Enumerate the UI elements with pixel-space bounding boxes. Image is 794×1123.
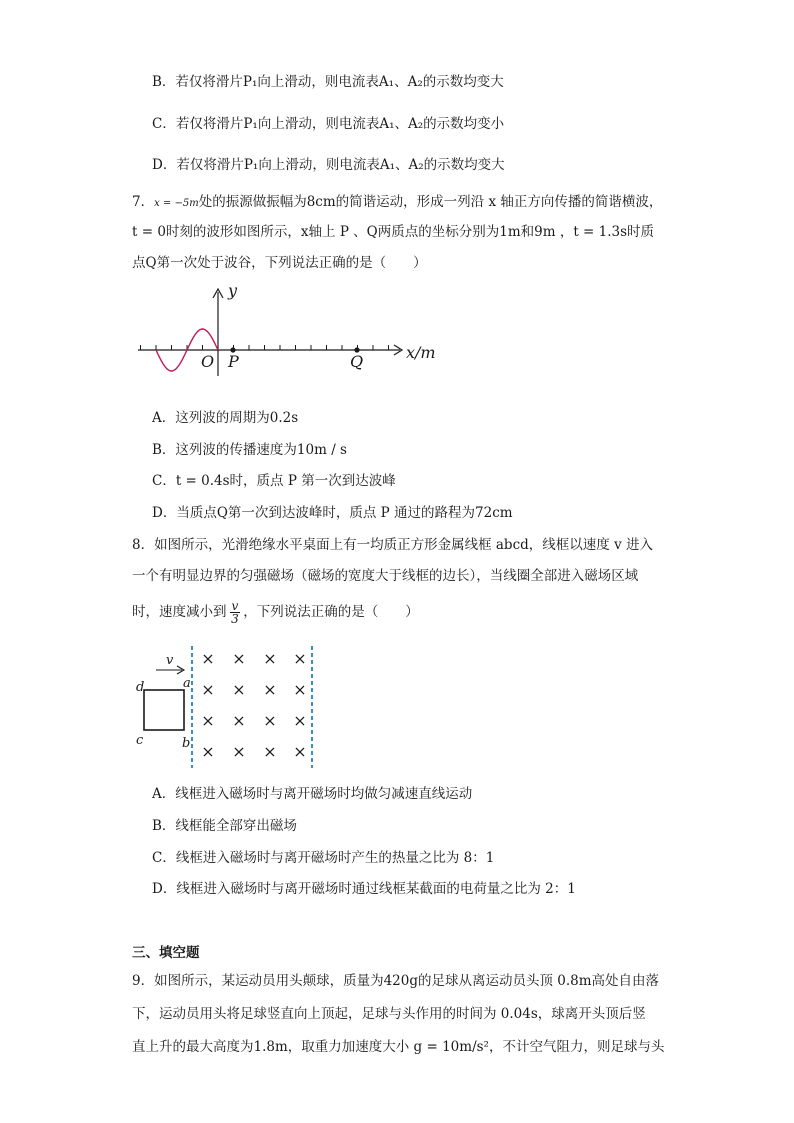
field-cross-mark: × [263,680,277,699]
q6-option-d: D．若仅将滑片P₁向上滑动，则电流表A₁、A₂的示数均变大 [152,157,505,173]
corner-a-label: a [183,676,191,691]
q-label: Q [350,352,364,371]
q7-option-d: D．当质点Q第一次到达波峰时，质点 P 通过的路程为72cm [152,505,513,521]
q7-stem-line2: t = 0时刻的波形如图所示，x轴上 P 、Q两质点的坐标分别为1m和9m ，t = 1.3s时质 [132,224,655,240]
y-axis-label: y [228,281,238,300]
q7-option-a: A．这列波的周期为0.2s [152,410,299,426]
q7-stem-line1 [132,192,674,214]
q7-wave-figure [132,278,452,378]
q8-option-b: B．线框能全部穿出磁场 [152,818,297,834]
corner-d-label: d [136,680,145,695]
q9-stem-line1: 9．如图所示，某运动员用头颠球，质量为420g的足球从离运动员头顶 0.8m高处自由落 [132,973,660,989]
field-cross-mark: × [201,711,215,730]
field-cross-mark: × [232,680,246,699]
field-cross-mark: × [263,742,277,761]
field-cross-mark: × [293,742,307,761]
q6-option-c: C．若仅将滑片P₁向上滑动，则电流表A₁、A₂的示数均变小 [152,116,505,132]
q7-stem-line1-text: 处的振源做振幅为8cm的简谐运动，形成一列沿 x 轴正方向传播的简谐横波， [198,194,663,210]
q8-stem-line3-suffix: ，下列说法正确的是（ ） [243,604,419,620]
field-cross-mark: × [293,649,307,668]
q8-stem-line3-prefix: 时，速度减小到 [132,604,227,620]
q8-stem-line1: 8．如图所示，光滑绝缘水平桌面上有一均质正方形金属线框 abcd，线框以速度 v 进入 [132,537,653,553]
x-axis-ticks [141,345,389,350]
field-cross-mark: × [201,742,215,761]
square-wire-loop [144,690,184,730]
q9-stem-line3: 直上升的最大高度为1.8m，取重力加速度大小 g = 10m/s²，不计空气阻力，则足球与头 [132,1039,665,1055]
section-title: 三、填空题 [132,945,200,961]
field-cross-mark: × [232,742,246,761]
origin-label: O [201,352,215,371]
q8-stem-line3 [132,598,674,626]
q8-stem-line2: 一个有明显边界的匀强磁场（磁场的宽度大于线框的边长），当线圈全部进入磁场区域 [132,568,639,584]
q9-stem-line2: 下，运动员用头将足球竖直向上顶起，足球与头作用的时间为 0.04s，球离开头顶后竖 [132,1006,646,1022]
q7-option-c: C．t = 0.4s时，质点 P 第一次到达波峰 [152,473,396,489]
corner-c-label: c [136,733,144,748]
q7-option-b: B．这列波的传播速度为10m / s [152,442,347,458]
magnetic-field-crosses [201,649,306,761]
field-cross-mark: × [263,649,277,668]
fraction-denominator: 3 [231,612,239,626]
fraction-numerator: v [231,599,239,613]
field-cross-mark: × [232,711,246,730]
p-label: P [228,352,239,371]
q8-option-a: A．线框进入磁场时与离开磁场时均做匀减速直线运动 [152,786,473,802]
field-cross-mark: × [263,711,277,730]
field-cross-mark: × [201,680,215,699]
field-cross-mark: × [232,649,246,668]
q8-magnetic-field-figure [132,640,332,772]
q7-number: 7． [132,194,155,210]
field-cross-mark: × [201,649,215,668]
q7-stem-line3: 点Q第一次处于波谷，下列说法正确的是（ ） [132,255,427,271]
corner-b-label: b [182,736,191,751]
x-axis-label: x/m [406,343,436,362]
q6-option-b: B．若仅将滑片P₁向上滑动，则电流表A₁、A₂的示数均变大 [152,74,504,90]
field-cross-mark: × [293,680,307,699]
v-over-3-fraction [230,600,241,625]
q8-option-d: D．线框进入磁场时与离开磁场时通过线框某截面的电荷量之比为 2：1 [152,881,576,897]
field-cross-mark: × [293,711,307,730]
q8-option-c: C．线框进入磁场时与离开磁场时产生的热量之比为 8：1 [152,850,495,866]
q7-source-position: x = −5m [154,198,199,209]
velocity-label: v [166,653,174,668]
